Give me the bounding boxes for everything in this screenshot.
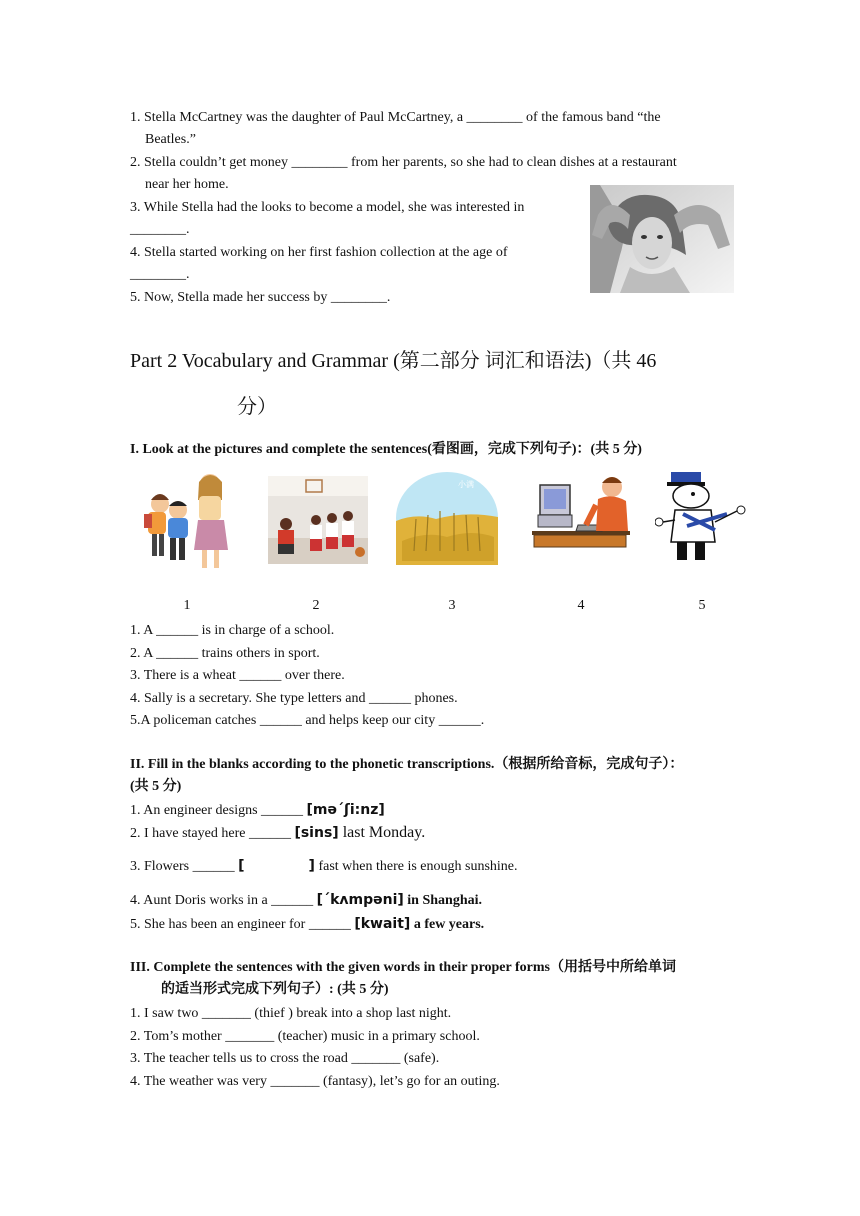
question-3-line-1: 3. While Stella had the looks to become a model, she was interested in <box>130 200 525 215</box>
section-i-question-4: 4. Sally is a secretary. She type letters and ______ phones. <box>130 691 458 706</box>
section-iii-question-1: 1. I saw two _______ (thief ) break into a shop last night. <box>130 1006 452 1021</box>
section-ii-question-1 <box>130 799 385 822</box>
wheat-field-picture <box>396 471 498 565</box>
question-1-line-1: 1. Stella McCartney was the daughter of Paul McCartney, a ________ of the famous band “the <box>130 110 661 125</box>
question-text-after: a few years. <box>410 917 485 932</box>
section-ii-heading-score: (共 5 分) <box>130 779 182 794</box>
picture-number-4: 4 <box>577 598 585 613</box>
question-2-line-2: near her home. <box>145 177 229 192</box>
phonetic-bracket-open: [ <box>238 858 245 874</box>
part-2-title-continued: 分） <box>237 396 277 418</box>
section-ii-question-3 <box>130 855 518 878</box>
picture-number-3: 3 <box>448 598 456 613</box>
phonetic-transcription: [ˊkʌmpəni] <box>316 892 404 908</box>
section-iii-heading-continued: 的适当形式完成下列句子）: (共 5 分) <box>161 982 389 997</box>
children-picture <box>136 470 228 572</box>
section-i-question-1: 1. A ______ is in charge of a school. <box>130 623 335 638</box>
secretary-picture <box>530 469 630 553</box>
question-2-line-1: 2. Stella couldn’t get money ________ from her parents, so she had to clean dishes at a restaurant <box>130 155 677 170</box>
question-5: 5. Now, Stella made her success by ________. <box>130 290 391 305</box>
section-i-question-5: 5.A policeman catches ______ and helps keep our city ______. <box>130 713 485 728</box>
stella-photo <box>590 185 734 293</box>
phonetic-transcription: [sins] <box>294 825 339 841</box>
phonetic-bracket-close: ] <box>308 858 315 874</box>
question-text: 5. She has been an engineer for ______ <box>130 917 355 932</box>
section-ii-heading: II. Fill in the blanks according to the phonetic transcriptions.（根据所给音标，完成句子）： <box>130 757 684 772</box>
picture-3-caption: 小满 <box>458 480 474 489</box>
section-ii-question-5 <box>130 913 484 936</box>
question-text: 3. Flowers ______ <box>130 859 239 874</box>
part-2-title: Part 2 Vocabulary and Grammar (第二部分 词汇和语法)（共 46 <box>130 350 657 372</box>
section-i-question-3: 3. There is a wheat ______ over there. <box>130 668 345 683</box>
question-4-line-1: 4. Stella started working on her first fashion collection at the age of <box>130 245 508 260</box>
policeman-picture <box>655 470 747 564</box>
section-ii-question-2 <box>130 822 425 845</box>
question-text: 1. An engineer designs ______ <box>130 803 307 818</box>
section-i-heading: I. Look at the pictures and complete the sentences(看图画，完成下列句子)：(共 5 分) <box>130 442 642 457</box>
question-1-line-2: Beatles.” <box>145 132 196 147</box>
question-text: 2. I have stayed here ______ <box>130 826 295 841</box>
section-iii-heading: III. Complete the sentences with the given words in their proper forms（用括号中所给单词 <box>130 960 676 975</box>
section-iii-question-4: 4. The weather was very _______ (fantasy), let’s go for an outing. <box>130 1074 500 1089</box>
section-iii-question-3: 3. The teacher tells us to cross the road _______ (safe). <box>130 1051 440 1066</box>
question-text-after: last Monday. <box>338 824 426 841</box>
phonetic-transcription: [məˊʃi:nz] <box>306 802 385 818</box>
section-ii-question-4 <box>130 889 482 912</box>
sport-training-picture <box>268 476 368 564</box>
picture-number-2: 2 <box>312 598 320 613</box>
picture-number-1: 1 <box>183 598 191 613</box>
question-4-line-2: ________. <box>130 267 190 282</box>
section-i-question-2: 2. A ______ trains others in sport. <box>130 646 320 661</box>
question-text-after: fast when there is enough sunshine. <box>314 859 518 874</box>
phonetic-transcription: [kwait] <box>354 916 411 932</box>
question-text: 4. Aunt Doris works in a ______ <box>130 893 317 908</box>
section-iii-question-2: 2. Tom’s mother _______ (teacher) music in a primary school. <box>130 1029 480 1044</box>
question-3-line-2: ________. <box>130 222 190 237</box>
picture-number-5: 5 <box>698 598 706 613</box>
question-text-after: in Shanghai. <box>403 893 482 908</box>
